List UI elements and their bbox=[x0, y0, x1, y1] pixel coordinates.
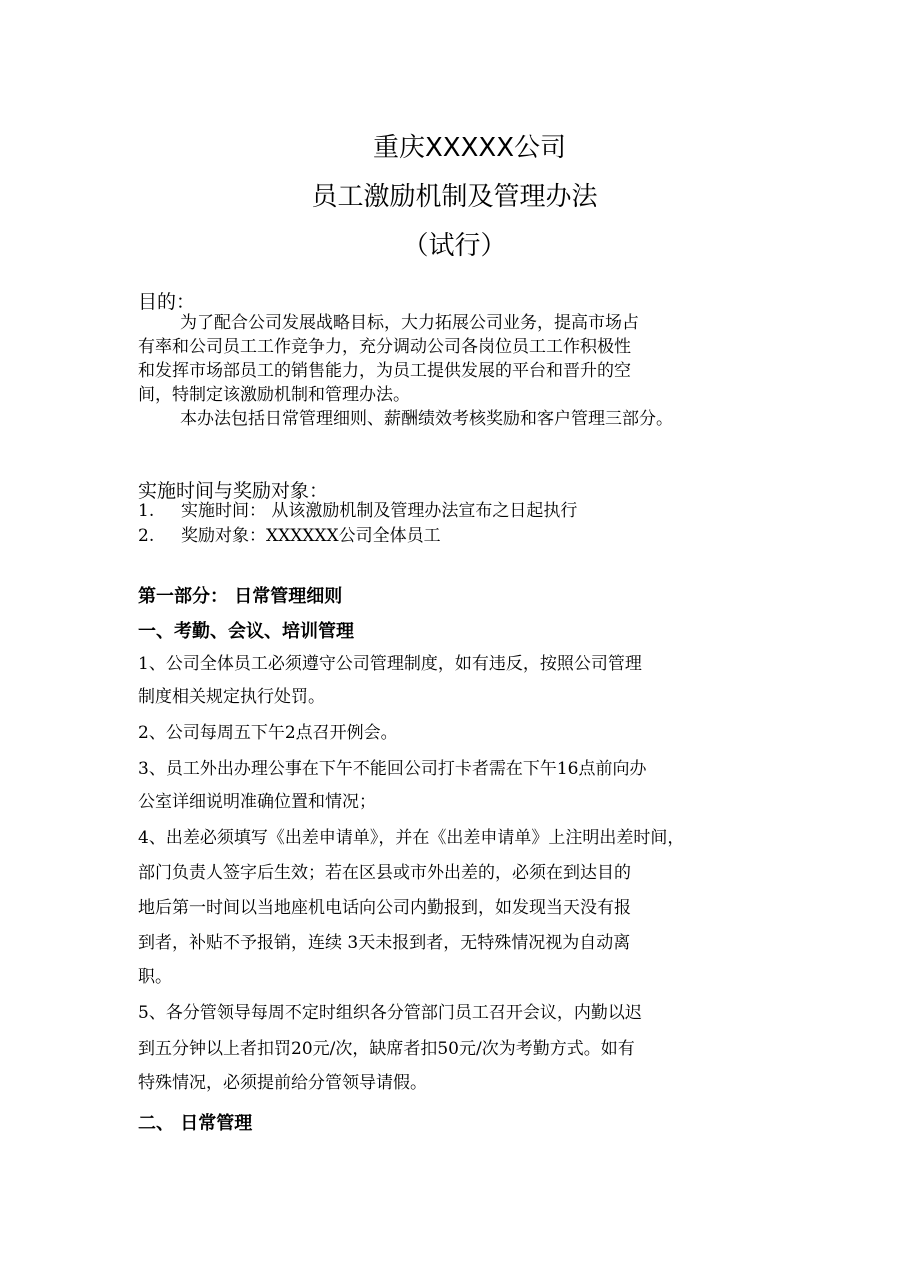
company-title: 重庆XXXXX公司 bbox=[372, 133, 567, 163]
body-line: 到五分钟以上者扣罚20元/次，缺席者扣50元/次为考勤方式。如有 bbox=[138, 1039, 635, 1059]
part-one-heading: 第一部分： 日常管理细则 bbox=[138, 586, 343, 607]
list-item-text: 奖励对象：XXXXXX公司全体员工 bbox=[181, 526, 441, 546]
list-item-text: 实施时间： 从该激励机制及管理办法宣布之日起执行 bbox=[181, 501, 578, 521]
purpose-line: 间，特制定该激励机制和管理办法。 bbox=[138, 385, 410, 405]
section-two-heading: 二、 日常管理 bbox=[138, 1113, 253, 1134]
trial-note: （试行） bbox=[402, 231, 507, 261]
list-item-number: 2. bbox=[138, 526, 155, 546]
purpose-line: 有率和公司员工工作竞争力，充分调动公司各岗位员工工作积极性 bbox=[138, 337, 631, 357]
body-line: 1、公司全体员工必须遵守公司管理制度，如有违反，按照公司管理 bbox=[138, 654, 642, 674]
body-line: 3、员工外出办理公事在下午不能回公司打卡者需在下午16点前向办 bbox=[138, 759, 647, 779]
body-line: 特殊情况，必须提前给分管领导请假。 bbox=[138, 1073, 427, 1093]
body-line: 2、公司每周五下午2点召开例会。 bbox=[138, 723, 398, 743]
section-one-heading: 一、考勤、会议、培训管理 bbox=[138, 621, 354, 642]
body-line: 4、出差必须填写《出差申请单》，并在《出差申请单》上注明出差时间， bbox=[138, 828, 685, 848]
body-line: 地后第一时间以当地座机电话向公司内勤报到，如发现当天没有报 bbox=[138, 898, 631, 918]
purpose-line: 为了配合公司发展战略目标，大力拓展公司业务，提高市场占 bbox=[180, 313, 639, 333]
body-line: 职。 bbox=[138, 967, 172, 987]
implementation-heading: 实施时间与奖励对象： bbox=[138, 480, 329, 502]
body-line: 制度相关规定执行处罚。 bbox=[138, 687, 325, 707]
body-line: 到者，补贴不予报销，连续 3天未报到者，无特殊情况视为自动离 bbox=[138, 933, 631, 953]
purpose-line: 和发挥市场部员工的销售能力，为员工提供发展的平台和晋升的空 bbox=[138, 361, 631, 381]
purpose-line: 本办法包括日常管理细则、薪酬绩效考核奖励和客户管理三部分。 bbox=[180, 409, 673, 429]
body-line: 部门负责人签字后生效；若在区县或市外出差的，必须在到达目的 bbox=[138, 863, 631, 883]
list-item-number: 1. bbox=[138, 501, 155, 521]
body-line: 公室详细说明准确位置和情况； bbox=[138, 792, 376, 812]
purpose-heading: 目的： bbox=[138, 291, 196, 313]
document-title: 员工激励机制及管理办法 bbox=[311, 182, 598, 212]
body-line: 5、各分管领导每周不定时组织各分管部门员工召开会议，内勤以迟 bbox=[138, 1003, 642, 1023]
